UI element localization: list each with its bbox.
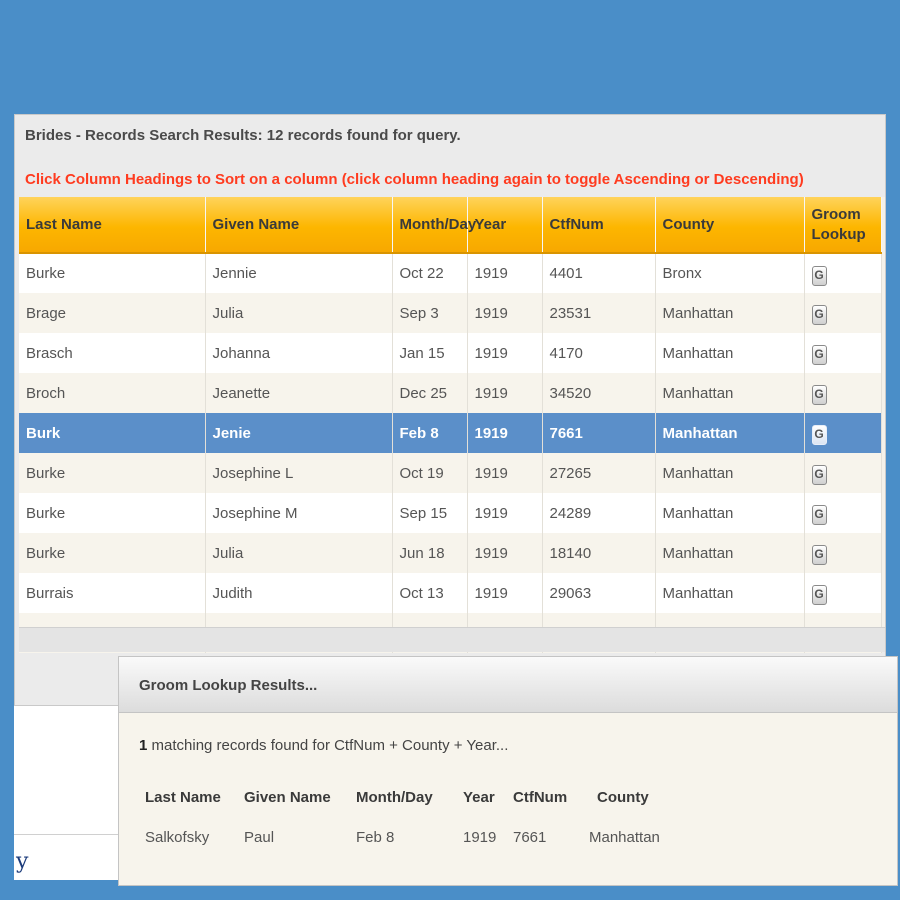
table-header-row [19,197,881,253]
cell-groom-lookup [804,293,881,333]
groom-lookup-icon[interactable]: G [812,585,827,605]
column-header-groom-lookup[interactable]: Groom Lookup [804,197,881,253]
table-row[interactable] [19,533,881,573]
background-page-fragment [14,834,118,881]
groom-result-year: 1919 [463,829,497,846]
groom-lookup-icon[interactable]: G [812,266,827,286]
cell-ctfnum: 27265 [542,453,655,493]
match-count-text: matching records found for CtfNum + County + Year... [147,737,509,754]
groom-match-count [139,737,508,754]
cell-ctfnum: 24289 [542,493,655,533]
cell-last-name: Brage [19,293,205,333]
results-grid-scroll[interactable] [19,197,885,627]
cell-last-name: Burke [19,533,205,573]
groom-header-last-name: Last Name [145,789,221,806]
cell-county: Manhattan [655,533,804,573]
cell-year: 1919 [467,293,542,333]
cell-month-day: Sep 3 [392,293,467,333]
cell-last-name: Burke [19,253,205,293]
cell-month-day: Oct 22 [392,253,467,293]
sort-instructions: Click Column Headings to Sort on a column (click column heading again to toggle Ascending or Descending) [25,171,804,188]
groom-result-ctfnum: 7661 [513,829,547,846]
groom-lookup-icon[interactable]: G [812,305,827,325]
groom-result-month-day: Feb 8 [356,829,395,846]
cell-given-name: Julia [205,293,392,333]
column-header-last-name[interactable]: Last Name [19,197,205,253]
cell-year: 1919 [467,493,542,533]
cell-given-name: Jenie [205,413,392,453]
table-row[interactable] [19,573,881,613]
cell-given-name: Josephine M [205,493,392,533]
cell-ctfnum: 4401 [542,253,655,293]
cell-given-name: Jeanette [205,373,392,413]
groom-header-ctfnum: CtfNum [513,789,568,806]
cell-given-name: Jennie [205,253,392,293]
cell-month-day: Feb 8 [392,413,467,453]
table-row[interactable] [19,253,881,293]
cell-county: Manhattan [655,293,804,333]
table-row[interactable] [19,493,881,533]
cell-year: 1919 [467,253,542,293]
cell-ctfnum: 29063 [542,573,655,613]
cell-given-name: Julia [205,533,392,573]
table-row[interactable] [19,413,881,453]
cell-last-name: Burk [19,413,205,453]
groom-lookup-icon[interactable]: G [812,385,827,405]
cell-county: Manhattan [655,413,804,453]
cell-year: 1919 [467,573,542,613]
cell-ctfnum: 7661 [542,413,655,453]
cell-year: 1919 [467,413,542,453]
cell-ctfnum: 34520 [542,373,655,413]
groom-header-month-day: Month/Day [356,789,433,806]
groom-lookup-title: Groom Lookup Results... [119,657,897,713]
table-row[interactable] [19,373,881,413]
groom-lookup-panel [118,656,898,886]
cell-year: 1919 [467,533,542,573]
cell-month-day: Oct 13 [392,573,467,613]
column-header-county[interactable]: County [655,197,804,253]
cell-ctfnum: 4170 [542,333,655,373]
records-panel [14,114,886,880]
cell-last-name: Burke [19,493,205,533]
cell-groom-lookup [804,333,881,373]
brides-results-table [19,197,882,653]
cell-month-day: Jun 18 [392,533,467,573]
cell-month-day: Sep 15 [392,493,467,533]
groom-lookup-icon[interactable]: G [812,505,827,525]
groom-lookup-icon[interactable]: G [812,425,827,445]
background-text-fragment: y [16,849,29,874]
cell-county: Manhattan [655,373,804,413]
cell-month-day: Jan 15 [392,333,467,373]
cell-last-name: Burrais [19,573,205,613]
cell-given-name: Johanna [205,333,392,373]
groom-header-county: County [597,789,649,806]
cell-groom-lookup [804,253,881,293]
cell-county: Manhattan [655,493,804,533]
table-row[interactable] [19,333,881,373]
cell-groom-lookup [804,493,881,533]
brides-results-box [14,114,886,706]
cell-county: Bronx [655,253,804,293]
column-header-given-name[interactable]: Given Name [205,197,392,253]
cell-groom-lookup [804,413,881,453]
cell-groom-lookup [804,453,881,493]
cell-given-name: Josephine L [205,453,392,493]
cell-month-day: Oct 19 [392,453,467,493]
groom-lookup-icon[interactable]: G [812,345,827,365]
cell-last-name: Brasch [19,333,205,373]
cell-given-name: Judith [205,573,392,613]
table-row[interactable] [19,293,881,333]
table-row[interactable] [19,453,881,493]
cell-ctfnum: 23531 [542,293,655,333]
cell-county: Manhattan [655,453,804,493]
cell-month-day: Dec 25 [392,373,467,413]
cell-year: 1919 [467,333,542,373]
cell-groom-lookup [804,573,881,613]
cell-county: Manhattan [655,573,804,613]
groom-lookup-icon[interactable]: G [812,545,827,565]
cell-groom-lookup [804,533,881,573]
groom-result-last-name: Salkofsky [145,829,210,846]
column-header-year[interactable]: Year [467,197,542,253]
match-count-value: 1 [139,737,148,754]
cell-year: 1919 [467,453,542,493]
cell-groom-lookup [804,373,881,413]
cell-last-name: Broch [19,373,205,413]
groom-result-county: Manhattan [589,829,660,846]
groom-lookup-icon[interactable]: G [812,465,827,485]
results-summary: Brides - Records Search Results: 12 records found for query. [25,127,461,144]
grid-footer-bar [19,627,885,652]
groom-result-given-name: Paul [244,829,275,846]
column-header-month-day[interactable]: Month/Day [392,197,467,253]
cell-year: 1919 [467,373,542,413]
groom-header-given-name: Given Name [244,789,331,806]
groom-header-year: Year [463,789,495,806]
cell-last-name: Burke [19,453,205,493]
cell-county: Manhattan [655,333,804,373]
cell-ctfnum: 18140 [542,533,655,573]
column-header-ctfnum[interactable]: CtfNum [542,197,655,253]
